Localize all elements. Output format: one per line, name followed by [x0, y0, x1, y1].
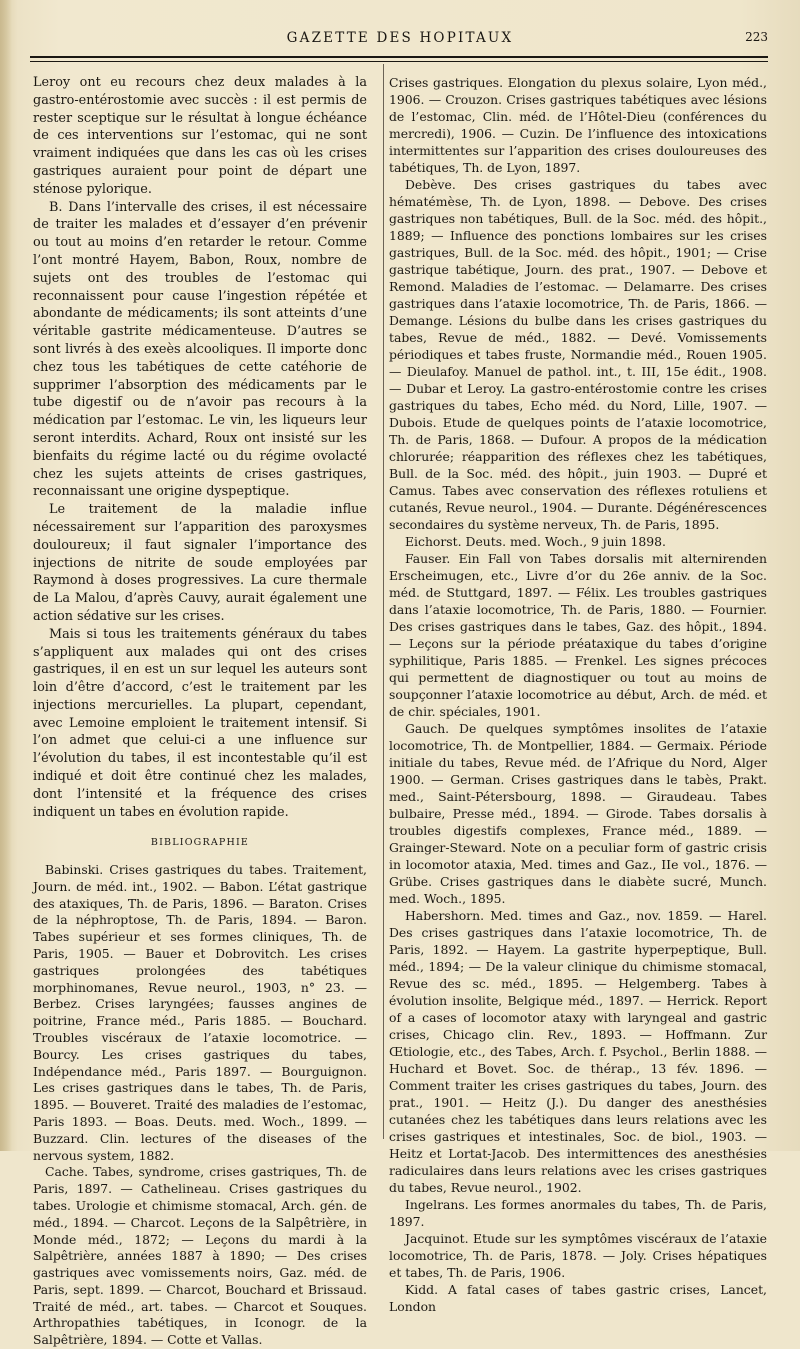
bibliography-entry: Crises gastriques. Elongation du plexus solaire, Lyon méd., 1906. — Crouzon. Crises gastriques tabétiques avec lésions de l’estomac, Clin. méd. de l’Hôtel-Dieu (conférences du mercredi), 1906. — Cuzin. De l’influence des intoxications intermittentes sur l’apparition des crises douloureuses des tabétiques, Th. de Lyon, 1897. — [389, 75, 767, 175]
paragraph: Leroy ont eu recours chez deux malades à la gastro-entérostomie avec succès : il est permis de rester sceptique sur le résultat à longue échéance de ces interventions sur l’estomac, qui ne sont vraiment indiquées que dans les cas où les crises gastriques auraient pour point de départ une sténose pylorique. — [33, 75, 367, 197]
running-header — [30, 30, 770, 52]
header-rule — [30, 56, 768, 58]
left-column — [33, 74, 367, 1349]
column-divider — [383, 64, 384, 1139]
bibliography-entry: Kidd. A fatal cases of tabes gastric crises, Lancet, London — [389, 1282, 767, 1314]
header-rule-thin — [30, 61, 768, 62]
journal-title: GAZETTE DES HOPITAUX — [286, 30, 514, 46]
bibliography-entry: Debève. Des crises gastriques du tabes avec hématémèse, Th. de Lyon, 1898. — Debove. Des crises gastriques non tabétiques, Bull. de la Soc. méd. des hôpit., 1889; — Influence des ponctions lombaires sur les crises gastriques, Bull. de la Soc. méd. des hôpit., 1901; — Crise gastrique tabétique, Journ. des prat., 1907. — Debove et Remond. Maladies de l’estomac. — Delamarre. Des crises gastriques dans l’ataxie locomotrice, Th. de Paris, 1866. — Demange. Lésions du bulbe dans les crises gastriques du tabes, Revue de méd., 1882. — Devé. Vomissements périodiques et tabes fruste, Normandie méd., Rouen 1905. — Dieulafoy. Manuel de pathol. int., t. III, 15e édit., 1908. — Dubar et Leroy. La gastro-entérostomie contre les crises gastriques du tabes, Echo méd. du Nord, Lille, 1907. — Dubois. Etude de quelques points de l’ataxie locomotrice, Th. de Paris, 1868. — Dufour. A propos de la médication chlorurée; réapparition des réflexes chez les tabétiques, Bull. de la Soc. méd. des hôpit., juin 1903. — Dupré et Camus. Tabes avec conservation des réflexes rotuliens et cutanés, Revue neurol., 1904. — Durante. Dégénérescences secondaires du système nerveux, Th. de Paris, 1895. — [389, 177, 767, 532]
paragraph: B. Dans l’intervalle des crises, il est nécessaire de traiter les malades et d’essayer d’en prévenir ou tout au moins d’en retarder le retour. Comme l’ont montré Hayem, Babon, Roux, nombre de sujets ont des troubles de l’estomac qui reconnaissent pour cause l’ingestion répétée et abondante de médicaments; ils sont atteints d’une véritable gastrite médicamenteuse. D’autres se sont livrés à des exeès alcooliques. Il importe donc chez tous les tabétiques de cette catéhorie de supprimer l’absorption des médicaments par le tube digestif ou de n’avoir pas recours à la médication par l’estomac. Le vin, les liqueurs leur seront interdits. Achard, Roux ont insisté sur les bienfaits du régime lacté ou du régime ovolacté chez les sujets atteints de crises gastriques, reconnaissant une origine dyspeptique. — [33, 199, 367, 500]
bibliography-entry: Fauser. Ein Fall von Tabes dorsalis mit alternirenden Erscheimugen, etc., Livre d’or du 26e anniv. de la Soc. méd. de Stuttgard, 1897. — Félix. Les troubles gastriques dans l’ataxie locomotrice, Th. de Paris, 1880. — Fournier. Des crises gastriques dans le tabes, Gaz. des hôpit., 1894. — Leçons sur la période préataxique du tabes d’origine syphilitique, Paris 1885. — Frenkel. Les signes précoces qui permettent de diagnostiquer ou tout au moins de soupçonner l’ataxie locomotrice au début, Arch. de méd. et de chir. spéciales, 1901. — [389, 551, 767, 719]
bibliography-entry: Cache. Tabes, syndrome, crises gastriques, Th. de Paris, 1897. — Cathelineau. Crises gastriques du tabes. Urologie et chimisme stomacal, Arch. gén. de méd., 1894. — Charcot. Leçons de la Salpêtrière, in Monde méd., 1872; — Leçons du mardi à la Salpêtrière, années 1887 à 1890; — Des crises gastriques avec vomissements noirs, Gaz. méd. de Paris, sept. 1899. — Charcot, Bouchard et Brissaud. Traité de méd., art. tabes. — Charcot et Souques. Arthropathies tabétiques, in Iconogr. de la Salpêtrière, 1894. — Cotte et Vallas. — [33, 1164, 367, 1348]
binding-shadow — [0, 0, 12, 1151]
page-number: 223 — [745, 30, 768, 44]
bibliography-entry: Gauch. De quelques symptômes insolites de l’ataxie locomotrice, Th. de Montpellier, 1884. — Germaix. Période initiale du tabes, Revue méd. de l’Afrique du Nord, Alger 1900. — German. Crises gastriques dans le tabès, Prakt. med., Saint-Pétersbourg, 1898. — Giraudeau. Tabes bulbaire, Presse méd., 1894. — Girode. Tabes dorsalis à troubles digestifs complexes, France méd., 1889. — Grainger-Steward. Note on a peculiar form of gastric crisis in locomotor ataxia, Med. times and Gaz., IIe vol., 1876. — Grübe. Crises gastriques dans le diabète sucré, Munch. med. Woch., 1895. — [389, 721, 767, 906]
right-column — [389, 74, 767, 1315]
paragraph: Mais si tous les traitements généraux du tabes s’appliquent aux malades qui ont des crises gastriques, il en est un sur lequel les auteurs sont loin d’être d’accord, c’est le traitement par les injections mercurielles. La plupart, cependant, avec Lemoine emploient le traitement intensif. Si l’on admet que celui-ci a une influence sur l’évolution du tabes, il est incontestable qu’il est indiqué et doit être continué chez les malades, dont l’intensité et la fréquence des crises indiquent un tabes en évolution rapide. — [33, 626, 367, 820]
bibliography-entry: Babinski. Crises gastriques du tabes. Traitement, Journ. de méd. int., 1902. — Babon. L’état gastrique des ataxiques, Th. de Paris, 1896. — Baraton. Crises de la néphroptose, Th. de Paris, 1894. — Baron. Tabes supérieur et ses formes cliniques, Th. de Paris, 1905. — Bauer et Dobrovitch. Les crises gastriques prolongées des tabétiques morphinomanes, Revue neurol., 1903, n° 23. — Berbez. Crises laryngées; fausses angines de poitrine, France méd., Paris 1885. — Bouchard. Troubles viscéraux de l’ataxie locomotrice. — Bourcy. Les crises gastriques du tabes, Indépendance méd., Paris 1897. — Bourguignon. Les crises gastriques dans le tabes, Th. de Paris, 1895. — Bouveret. Traité des maladies de l’estomac, Paris 1893. — Boas. Deuts. med. Woch., 1899. — Buzzard. Clin. lectures of the diseases of the nervous system, 1882. — [33, 861, 367, 1163]
paragraph: Le traitement de la maladie influe nécessairement sur l’apparition des paroxysmes douloureux; il faut signaler l’importance des injections de nitrite de soude employées par Raymond à doses progressives. La cure thermale de La Malou, d’après Cauvy, aurait également une action sédative sur les crises. — [33, 502, 367, 624]
bibliography-entry: Jacquinot. Etude sur les symptômes viscéraux de l’ataxie locomotrice, Th. de Paris, 1878. — Joly. Crises hépatiques et tabes, Th. de Paris, 1906. — [389, 1231, 767, 1280]
bibliography-heading: BIBLIOGRAPHIE — [150, 837, 250, 849]
bibliography-left — [33, 862, 367, 1349]
bibliography-entry: Ingelrans. Les formes anormales du tabes, Th. de Paris, 1897. — [389, 1197, 767, 1229]
bibliography-entry: Habershorn. Med. times and Gaz., nov. 1859. — Harel. Des crises gastriques dans l’ataxie locomotrice, Th. de Paris, 1892. — Hayem. La gastrite hyperpeptique, Bull. méd., 1894; — De la valeur clinique du chimisme stomacal, Revue des sc. méd., 1895. — Helgemberg. Tabes à évolution insolite, Belgique méd., 1897. — Herrick. Report of a cases of locomotor ataxy with laryngeal and gastric crises, Chicago clin. Rev., 1893. — Hoffmann. Zur Œtiologie, etc., des Tabes, Arch. f. Psychol., Berlin 1888. — Huchard et Bovet. Soc. de thérap., 13 fév. 1896. — Comment traiter les crises gastriques du tabes, Journ. des prat., 1901. — Heitz (J.). Du danger des anesthésies cutanées chez les tabétiques dans leurs relations avec les crises gastriques et intestinales, Soc. de biol., 1903. — Heitz et Lortat-Jacob. Des intermittences des anesthésies radiculaires dans leurs relations avec les crises gastriques du tabes, Revue neurol., 1902. — [389, 908, 767, 1195]
bibliography-entry: Eichorst. Deuts. med. Woch., 9 juin 1898. — [405, 534, 666, 549]
